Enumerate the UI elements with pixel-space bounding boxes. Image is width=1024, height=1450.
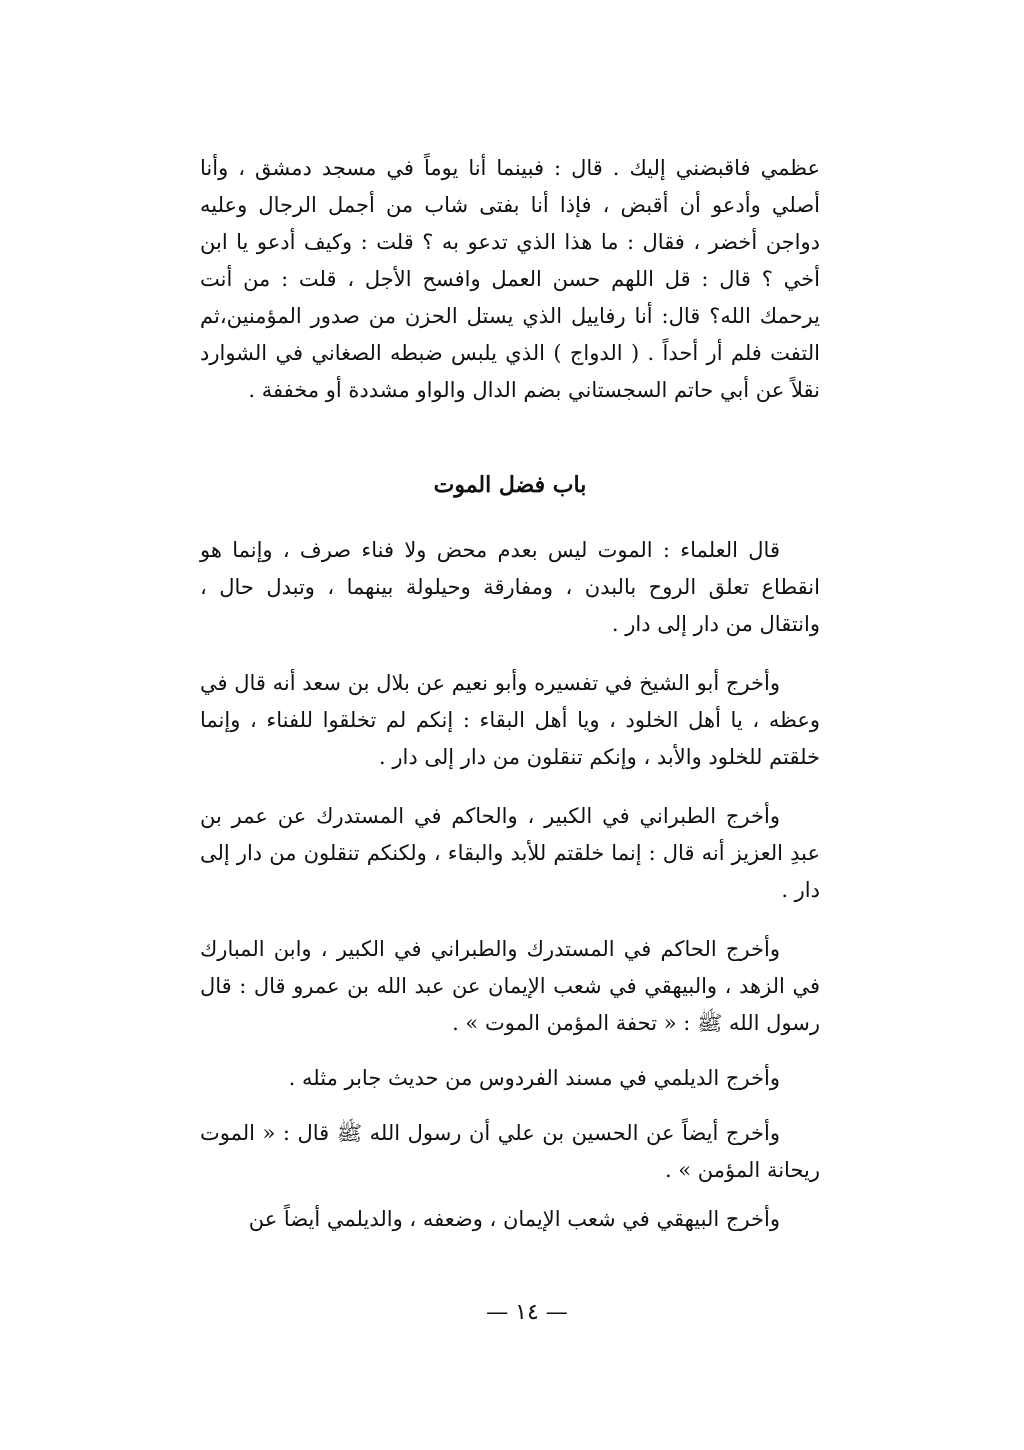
page-body — [200, 150, 820, 1238]
paragraph-2: وأخرج أبو الشيخ في تفسيره وأبو نعيم عن بلال بن سعد أنه قال في وعظه ، يا أهل الخلود ، ويا أهل البقاء : إنكم لم تخلقوا للفناء ، وإنما خلقتم للخلود والأبد ، وإنكم تنقلون من دار إلى دار . — [200, 671, 820, 769]
section-title: باب فضل الموت — [433, 472, 587, 498]
paragraph-continuation: عظمي فاقبضني إليك . قال : فبينما أنا يوماً في مسجد دمشق ، وأنا أصلي وأدعو أن أقبض ، فإذا أنا بفتى شاب من أجمل الرجال وعليه دواجن أخضر ، فقال : ما هذا الذي تدعو به ؟ قلت : وكيف أدعو يا ابن أخي ؟ قال : قل اللهم حسن العمل وافسح الأجل ، قلت : من أنت يرحمك الله؟ قال: أنا رفاييل الذي يستل الحزن من صدور المؤمنين،ثم التفت فلم أر أحداً . ( الدواج ) الذي يلبس ضبطه الصغاني في الشوارد نقلاً عن أبي حاتم السجستاني بضم الدال والواو مشددة أو مخففة . — [200, 156, 820, 402]
paragraph-7: وأخرج البيهقي في شعب الإيمان ، وضعفه ، والديلمي أيضاً عن — [248, 1207, 780, 1231]
paragraph-1: قال العلماء : الموت ليس بعدم محض ولا فناء صرف ، وإنما هو انقطاع تعلق الروح بالبدن ، ومفارقة وحيلولة بينهما ، وتبدل حال ، وانتقال من دار إلى دار . — [200, 538, 820, 636]
paragraph-4: وأخرج الحاكم في المستدرك والطبراني في الكبير ، وابن المبارك في الزهد ، والبيهقي في شعب الإيمان عن عبد الله بن عمرو قال : قال رسول الله ﷺ : « تحفة المؤمن الموت » . — [200, 937, 820, 1035]
paragraph-3: وأخرج الطبراني في الكبير ، والحاكم في المستدرك عن عمر بن عبدِ العزيز أنه قال : إنما خلقتم للأبد والبقاء ، ولكنكم تنقلون من دار إلى دار . — [200, 804, 820, 902]
paragraph-5: وأخرج الديلمي في مسند الفردوس من حديث جابر مثله . — [288, 1066, 780, 1090]
paragraph-6: وأخرج أيضاً عن الحسين بن علي أن رسول الله ﷺ قال : « الموت ريحانة المؤمن » . — [200, 1121, 820, 1182]
page-number: — ١٤ — — [486, 1300, 568, 1325]
